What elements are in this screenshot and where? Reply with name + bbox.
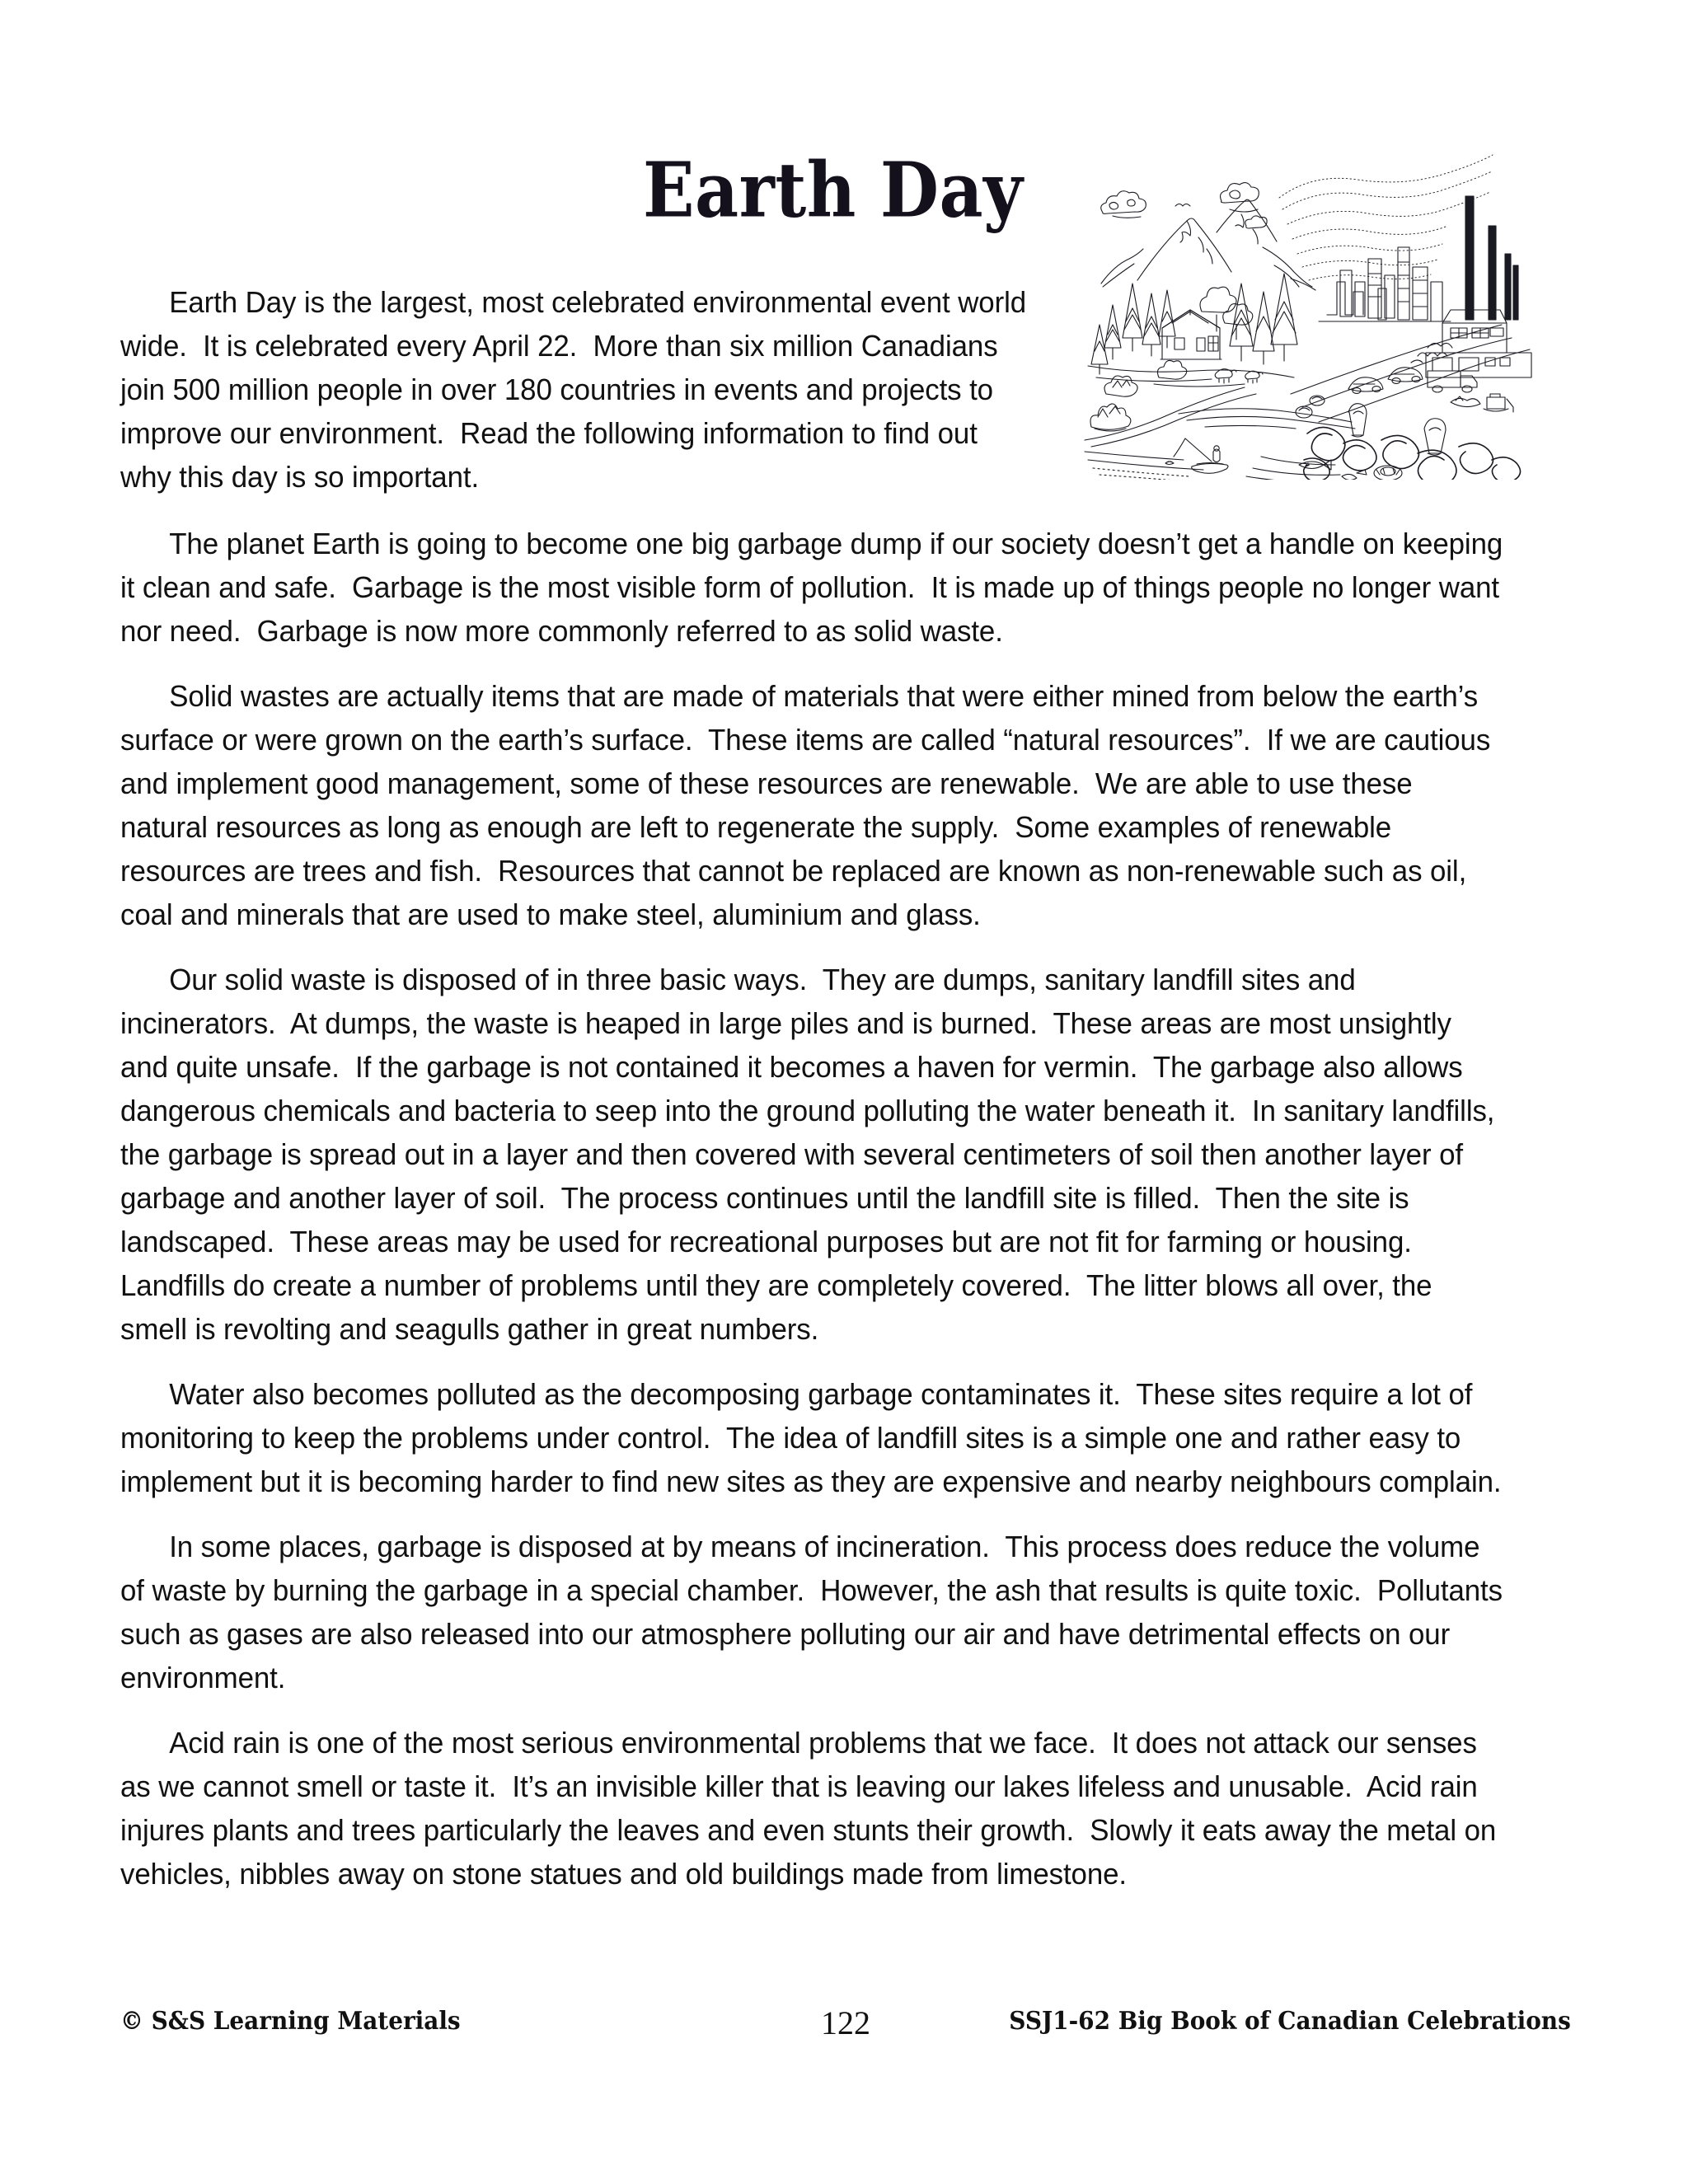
page-title: Earth Day	[643, 146, 1024, 235]
footer-page-number: 122	[821, 2004, 870, 2041]
paragraph-5: Water also becomes polluted as the decomposing garbage contaminates it. These sites require a lot of monitoring to keep the problems under control. The idea of landfill sites is a simple one and rather easy to implement but it is becoming harder to find new sites as they are expensive and nearby neighbours complain.	[120, 1377, 1502, 1498]
paragraph-1: Earth Day is the largest, most celebrated environmental event world wide. It is celebrated every April 22. More than six million Canadians join 500 million people in over 180 countries in events and projects to improve our environment. Read the following information to find out why this day is so important.	[120, 285, 1034, 494]
paragraph-4: Our solid waste is disposed of in three basic ways. They are dumps, sanitary landfill sites and incinerators. At dumps, the waste is heaped in large piles and is burned. These areas are most unsightly and quite unsafe. If the garbage is not contained it becomes a haven for vermin. The garbage also allows dangerous chemicals and bacteria to seep into the ground polluting the water beneath it. In sanitary landfills, the garbage is spread out in a layer and then covered with several centimeters of soil then another layer of garbage and another layer of soil. The process continues until the landfill site is filled. Then the site is landscaped. These areas may be used for recreational purposes but are not fit for farming or housing. Landfills do create a number of problems until they are completely covered. The litter blows all over, the smell is revolting and seagulls gather in great numbers.	[120, 963, 1503, 1346]
smog-icon	[1279, 155, 1493, 280]
paragraph-6: In some places, garbage is disposed at by means of incineration. This process does reduce the volume of waste by burning the garbage in a special chamber. However, the ash that results is quite toxic. Pollutants such as gases are also released into our atmosphere polluting our air and have detrimental effects on our environment.	[120, 1530, 1511, 1694]
article-body	[120, 280, 1571, 1917]
footer-copyright: © S&S Learning Materials	[120, 2007, 461, 2036]
footer-book-reference: SSJ1-62 Big Book of Canadian Celebrations	[1009, 2007, 1571, 2036]
paragraph-3: Solid wastes are actually items that are made of materials that were either mined from below the earth’s surface or were grown on the earth’s surface. These items are called “natural resources”. If we are cautious and implement good management, some of these resources are renewable. We are able to use these natural resources as long as enough are left to regenerate the supply. Some examples of renewable resources are trees and fish. Resources that cannot be replaced are known as non-renewable such as oil, coal and minerals that are used to make steel, aluminium and glass.	[120, 679, 1498, 931]
paragraph-7: Acid rain is one of the most serious environmental problems that we face. It does not attack our senses as we cannot smell or taste it. It’s an invisible killer that is leaving our lakes lifeless and unusable. Acid rain injures plants and trees particularly the leaves and even stunts their growth. Slowly it eats away the metal on vehicles, nibbles away on stone statues and old buildings made from limestone.	[120, 1726, 1504, 1891]
cloud-icon	[1101, 191, 1146, 218]
bird-icon	[1175, 204, 1190, 207]
paragraph-2: The planet Earth is going to become one big garbage dump if our society doesn’t get a handle on keeping it clean and safe. Garbage is the most visible form of pollution. It is made up of things people no longer want nor need. Garbage is now more commonly referred to as solid waste.	[120, 527, 1511, 648]
page-footer	[120, 2004, 1571, 2056]
